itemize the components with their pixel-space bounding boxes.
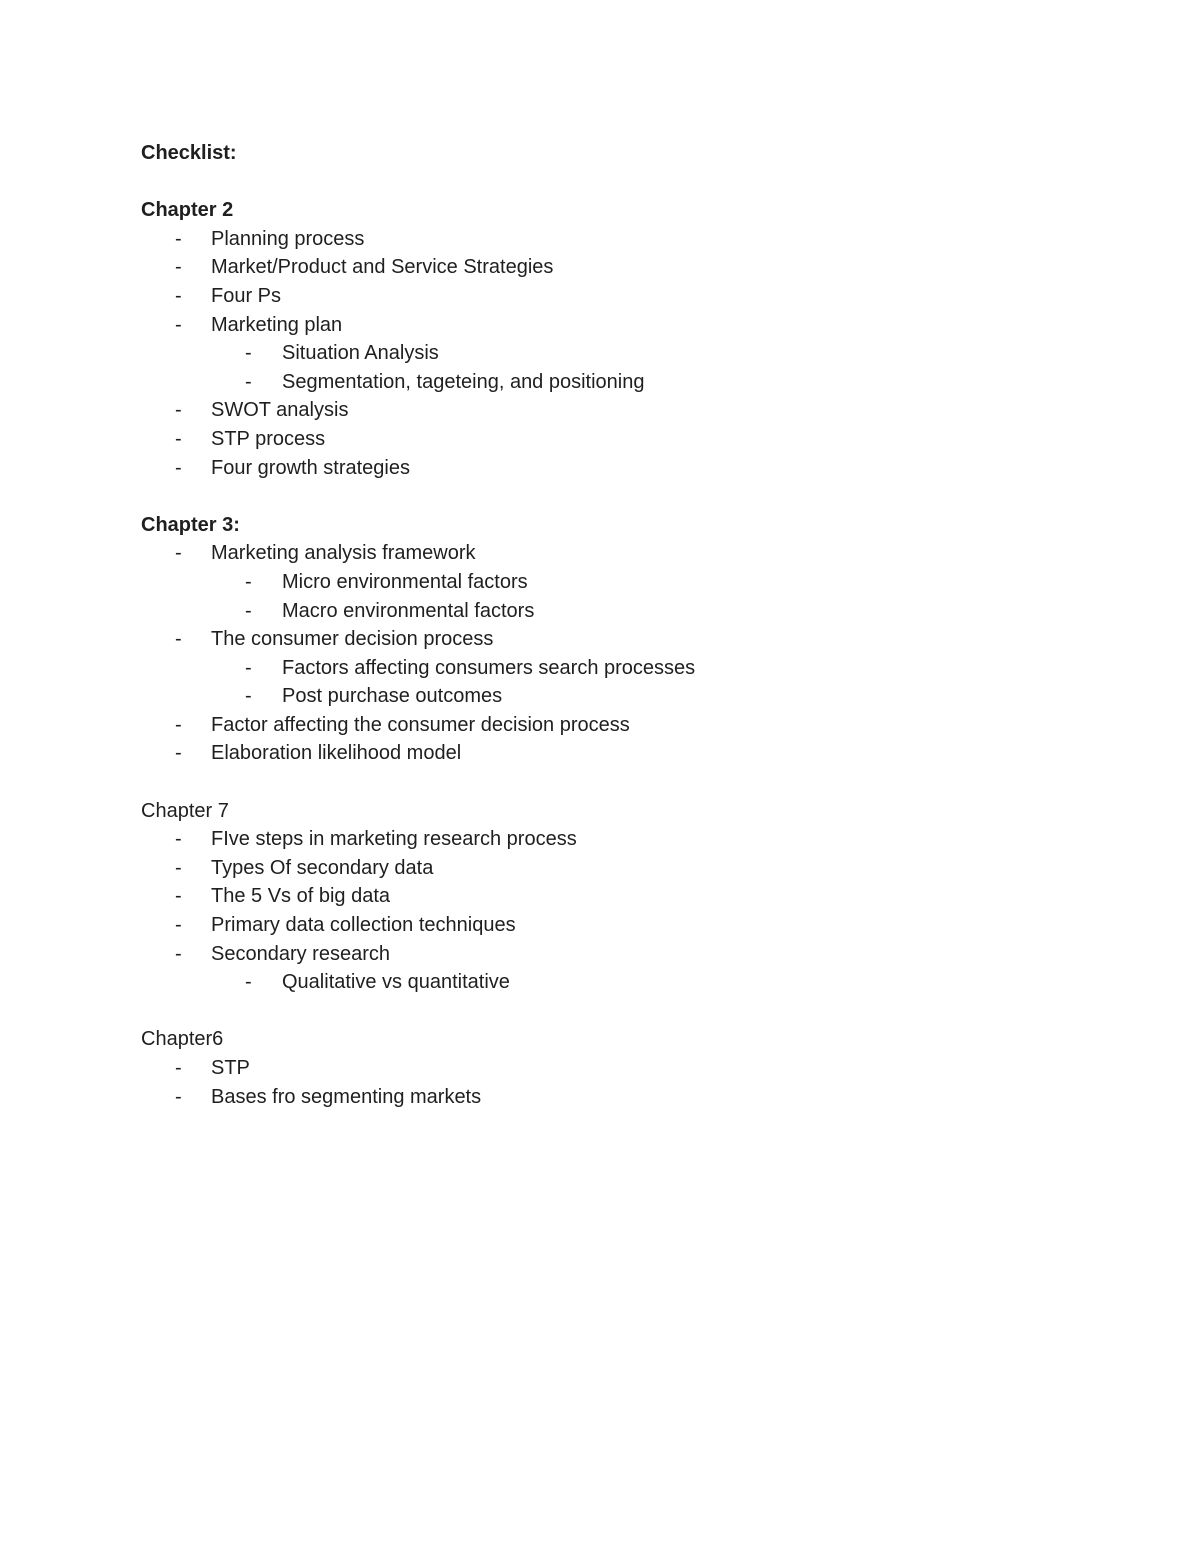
- bullet-dash: -: [175, 628, 182, 651]
- bullet-dash: -: [175, 1057, 182, 1079]
- list-item: [141, 1083, 1121, 1112]
- bullet-dash: -: [245, 599, 252, 622]
- bullet-dash: -: [245, 971, 252, 994]
- bullet-dash: -: [175, 542, 182, 565]
- list-item: [141, 539, 1121, 568]
- list-item-label: Marketing analysis framework: [211, 542, 476, 565]
- bullet-dash: -: [175, 1085, 182, 1108]
- bullet-dash: -: [175, 427, 182, 450]
- bullet-dash: -: [175, 885, 182, 908]
- bullet-dash: -: [175, 456, 182, 479]
- list-item: [141, 396, 1121, 425]
- sub-list-item: [141, 654, 1121, 683]
- list-item: [141, 739, 1121, 768]
- list-item: [141, 854, 1121, 883]
- list-item-label: Four Ps: [211, 284, 282, 307]
- chapter-section: [141, 1025, 1121, 1111]
- blank-line: [141, 997, 1121, 1026]
- list-item: [141, 425, 1121, 454]
- list-item: [141, 311, 1121, 340]
- chapter-list: [141, 196, 1121, 1111]
- blank-line: [141, 482, 1121, 511]
- list-item-label: Bases fro segmenting markets: [211, 1085, 482, 1108]
- list-item: [141, 225, 1121, 254]
- sub-list-item: [141, 339, 1121, 368]
- list-item: [141, 940, 1121, 969]
- blank-line: [141, 168, 1121, 197]
- list-item-label: Four growth strategies: [211, 456, 410, 479]
- chapter-heading: Chapter6: [141, 1028, 224, 1051]
- bullet-dash: -: [245, 370, 252, 393]
- list-item: [141, 911, 1121, 940]
- list-item-label: Post purchase outcomes: [282, 685, 503, 708]
- list-item-label: Segmentation, tageteing, and positioning: [282, 370, 645, 393]
- document-title: Checklist:: [141, 142, 237, 164]
- bullet-dash: -: [245, 685, 252, 708]
- list-item-label: Market/Product and Service Strategies: [211, 256, 554, 279]
- list-item: [141, 1054, 1121, 1083]
- list-item: [141, 454, 1121, 483]
- bullet-dash: -: [245, 342, 252, 365]
- list-item-label: STP process: [211, 427, 326, 450]
- list-item-label: Marketing plan: [211, 313, 343, 336]
- list-item: [141, 711, 1121, 740]
- list-item: [141, 282, 1121, 311]
- list-item-label: Secondary research: [211, 942, 390, 965]
- list-item-label: Macro environmental factors: [282, 599, 535, 622]
- chapter-section: [141, 511, 1121, 768]
- list-item: [141, 253, 1121, 282]
- blank-line: [141, 768, 1121, 797]
- list-item-label: The consumer decision process: [211, 628, 494, 651]
- list-item-label: Qualitative vs quantitative: [282, 971, 510, 994]
- sub-list-item: [141, 682, 1121, 711]
- chapter-heading: Chapter 2: [141, 199, 234, 222]
- list-item-label: SWOT analysis: [211, 399, 349, 422]
- chapter-heading: Chapter 3:: [141, 513, 240, 536]
- list-item-label: The 5 Vs of big data: [211, 885, 391, 908]
- bullet-dash: -: [175, 313, 182, 336]
- bullet-dash: -: [175, 828, 182, 851]
- chapter-heading: Chapter 7: [141, 799, 229, 822]
- list-item-label: Primary data collection techniques: [211, 914, 516, 937]
- bullet-dash: -: [175, 856, 182, 879]
- list-item-label: Micro environmental factors: [282, 570, 528, 593]
- list-item: [141, 882, 1121, 911]
- sub-list-item: [141, 368, 1121, 397]
- sub-list-item: [141, 968, 1121, 997]
- bullet-dash: -: [245, 570, 252, 593]
- sub-list-item: [141, 568, 1121, 597]
- list-item-label: FIve steps in marketing research process: [211, 828, 577, 851]
- bullet-dash: -: [175, 256, 182, 279]
- sub-list-item: [141, 597, 1121, 626]
- chapter-section: [141, 196, 1121, 482]
- list-item-label: Situation Analysis: [282, 342, 439, 365]
- list-item-label: STP: [211, 1057, 250, 1079]
- bullet-dash: -: [175, 399, 182, 422]
- chapter-section: [141, 797, 1121, 997]
- bullet-dash: -: [175, 227, 182, 250]
- list-item-label: Types Of secondary data: [211, 856, 434, 879]
- list-item: [141, 825, 1121, 854]
- bullet-dash: -: [245, 656, 252, 679]
- bullet-dash: -: [175, 914, 182, 937]
- document-body: [141, 139, 1121, 1111]
- list-item-label: Planning process: [211, 227, 365, 250]
- bullet-dash: -: [175, 713, 182, 736]
- bullet-dash: -: [175, 284, 182, 307]
- list-item-label: Elaboration likelihood model: [211, 742, 462, 765]
- list-item: [141, 625, 1121, 654]
- list-item-label: Factor affecting the consumer decision process: [211, 713, 630, 736]
- bullet-dash: -: [175, 742, 182, 765]
- bullet-dash: -: [175, 942, 182, 965]
- list-item-label: Factors affecting consumers search processes: [282, 656, 696, 679]
